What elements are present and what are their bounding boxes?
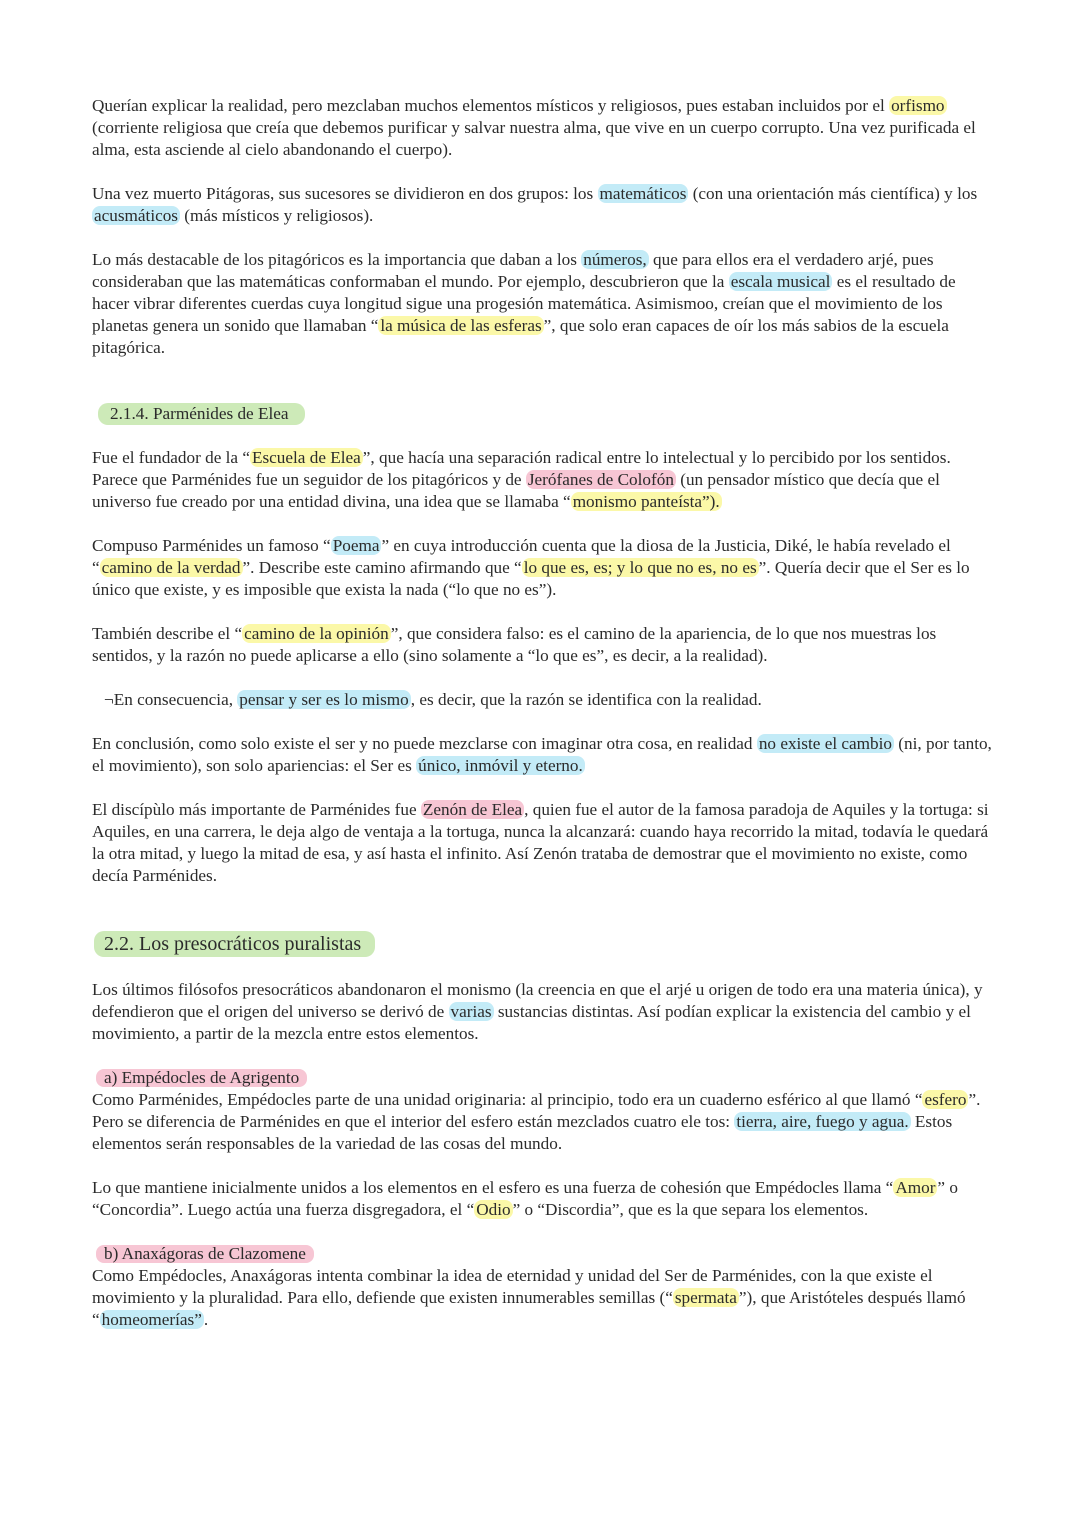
highlight-escala-musical: escala musical	[730, 272, 831, 291]
highlight-unico-inmovil: único, inmóvil y eterno.	[418, 756, 583, 775]
highlight-numeros: números,	[583, 250, 647, 269]
paragraph-conclusion: En conclusión, como solo existe el ser y no puede mezclarse con imaginar otra cosa, en realidad no existe el cambio (ni, por tanto, el movimiento), son solo apariencias: el Ser es único, inmóvil y eterno.	[92, 734, 992, 775]
highlight-camino-verdad: camino de la verdad	[101, 558, 241, 577]
paragraph-zenon: El discípùlo más importante de Parménides fue Zenón de Elea , quien fue el autor de la famosa paradoja de Aquiles y la tortuga: si Aquiles, en una carrera, le deja algo de ventaja a la tortuga, nunca la alcanzará: cuando haya recorrido la mitad, todavía le quedará la otra mitad, y luego la mitad de esa, y así hasta el infinito. Así Zenón trataba de demostrar que el movimiento no existe, como decía Parménides.	[92, 800, 989, 885]
highlight-escuela-elea: Escuela de Elea	[251, 448, 361, 467]
paragraph-poema: Compuso Parménides un famoso “ Poema ” en cuya introducción cuenta que la diosa de la Justicia, Diké, le había revelado el “ camino de la verdad ”. Describe este camino afirmando que “ lo que es, es; y lo que no es, no es ”. Quería decir que el Ser es lo único que existe, y es imposible que exista la nada (“lo que no es”).	[92, 536, 970, 599]
paragraph-sucesores: Una vez muerto Pitágoras, sus sucesores se dividieron en dos grupos: los matemáticos (con una orientación más científica) y los acusmáticos (más místicos y religiosos).	[92, 184, 978, 225]
highlight-acusmaticos: acusmáticos	[94, 206, 178, 225]
highlight-monismo-panteista: monismo panteísta”).	[572, 492, 720, 511]
subheading-empedocles-line	[92, 1067, 992, 1089]
highlight-orfismo: orfismo	[891, 96, 945, 115]
paragraph-monismo: Los últimos filósofos presocráticos abandonaron el monismo (la creencia en que el arjé u origen de todo era una materia única), y defendieron que el origen del universo se derivó de varias sustancias distintas. Así podían explicar la existencia del cambio y el movimiento, a partir de la mezcla entre estos elementos.	[92, 980, 983, 1043]
paragraph-amor-odio: Lo que mantiene inicialmente unidos a los elementos en el esfero es una fuerza de cohesión que Empédocles llama “ Amor ” o “Concordia”. Luego actúa una fuerza disgregadora, el “ Odio ” o “Discordia”, que es la que separa los elementos.	[92, 1178, 958, 1219]
highlight-zenon: Zenón de Elea	[422, 800, 523, 819]
highlight-varias: varias	[450, 1002, 492, 1021]
highlight-spermata: spermata	[674, 1288, 737, 1307]
highlight-esfero: esfero	[924, 1090, 967, 1109]
highlight-homeomerias: homeomerías”	[101, 1310, 202, 1329]
paragraph-esfero: Como Parménides, Empédocles parte de una unidad originaria: al principio, todo era un cuaderno esférico al que llamó “ esfero ”. Pero se diferencia de Parménides en que el interior del esfero están mezclados cuatro ele tos: tierra, aire, fuego y agua. Estos elementos serán responsables de la variedad de las cosas del mundo.	[92, 1090, 981, 1153]
subheading-anaxagoras-line	[92, 1243, 992, 1265]
document-page	[92, 95, 992, 1331]
paragraph-numeros: Lo más destacable de los pitagóricos es la importancia que daban a los números, que para ellos era el verdadero arjé, pues consideraban que las matemáticas conformaban el mundo. Por ejemplo, descubrieron que la escala musical es el resultado de hacer vibrar diferentes cuerdas cuya longitud sigue una progesión matemática. Asimismoo, creían que el movimiento de los planetas genera un sonido que llamaban “ la música de las esferas ”, que solo eran capaces de oír los más sabios de la escuela pitagórica.	[92, 250, 956, 357]
heading-parmenides: 2.1.4. Parménides de Elea	[98, 403, 305, 425]
paragraph-escuela-elea: Fue el fundador de la “ Escuela de Elea ”, que hacía una separación radical entre lo intelectual y lo percibido por los sentidos. Parece que Parménides fue un seguidor de los pitagóricos y de Jerófanes de Colofón (un pensador místico que decía que el universo fue creado por una entidad divina, una idea que se llamaba “ monismo panteísta”).	[92, 448, 951, 511]
highlight-matematicos: matemáticos	[599, 184, 687, 203]
heading-pluralistas: 2.2. Los presocráticos puralistas	[94, 931, 375, 957]
highlight-musica-esferas: la música de las esferas	[380, 316, 542, 335]
highlight-amor: Amor	[895, 1178, 936, 1197]
highlight-no-existe-cambio: no existe el cambio	[758, 734, 892, 753]
highlight-odio: Odio	[476, 1200, 511, 1219]
highlight-camino-opinion: camino de la opinión	[244, 624, 389, 643]
highlight-lo-que-es: lo que es, es; y lo que no es, no es	[523, 558, 757, 577]
paragraph-consecuencia: ¬En consecuencia, pensar y ser es lo mismo , es decir, que la razón se identifica con la realidad.	[104, 690, 762, 709]
paragraph-spermata: Como Empédocles, Anaxágoras intenta combinar la idea de eternidad y unidad del Ser de Parménides, con la que existe el movimiento y la pluralidad. Para ello, defiende que existen innumerables semillas (“ spermata ”), que Aristóteles después llamó “ homeomerías” .	[92, 1266, 966, 1329]
subheading-anaxagoras: b) Anaxágoras de Clazomene	[96, 1245, 314, 1263]
highlight-pensar-ser: pensar y ser es lo mismo	[239, 690, 409, 709]
section-heading-parmenides	[92, 403, 992, 425]
paragraph-orfismo: Querían explicar la realidad, pero mezclaban muchos elementos místicos y religiosos, pues estaban incluidos por el orfismo (corriente religiosa que creía que debemos purificar y salvar nuestra alma, que vive en un cuerpo corrupto. Una vez purificada el alma, esta asciende al cielo abandonando el cuerpo).	[92, 96, 976, 159]
subheading-empedocles: a) Empédocles de Agrigento	[96, 1069, 307, 1087]
highlight-poema: Poema	[332, 536, 380, 555]
highlight-jerofanes: Jerófanes de Colofón	[527, 470, 674, 489]
paragraph-camino-opinion: También describe el “ camino de la opinión ”, que considera falso: es el camino de la apariencia, de lo que nos muestras los sentidos, y la razón no puede aplicarse a ello (sino solamente a “lo que es”, es decir, a la realidad).	[92, 624, 937, 665]
section-heading-pluralistas	[92, 931, 992, 957]
highlight-elementos: tierra, aire, fuego y agua.	[736, 1112, 909, 1131]
